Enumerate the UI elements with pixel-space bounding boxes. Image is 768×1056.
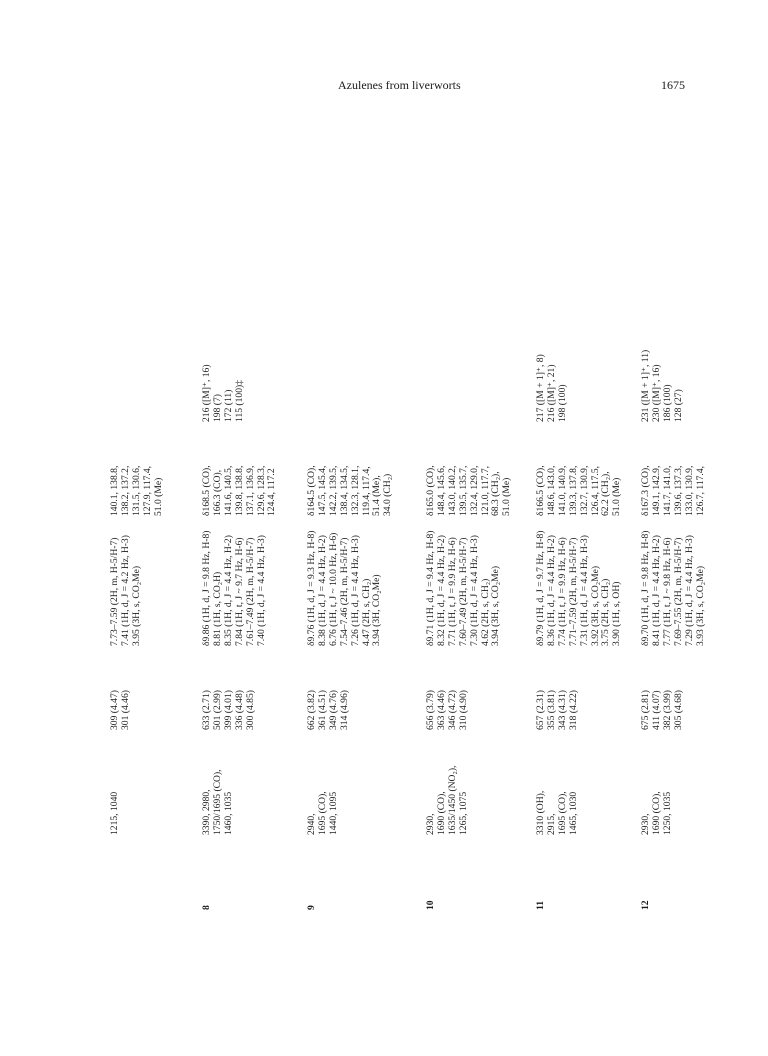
cell-line: 355 (3.81) (545, 690, 557, 730)
cell-line: δ164.5 (CO), (306, 465, 317, 516)
cell-line: 7.84 (1H, t, J ~ 9.7 Hz, H-6) (233, 537, 245, 646)
ir-cell (536, 791, 580, 835)
cell-line: 138.2, 137.2, (119, 465, 131, 516)
c-nmr-cell (641, 465, 706, 516)
ms-cell (536, 354, 569, 422)
cell-line: 3.90 (1H, s, OH) (611, 581, 623, 646)
cell-line: 7.40 (1H, d, J = 4.4 Hz, H-3) (255, 535, 267, 646)
h-nmr-cell (307, 531, 383, 646)
ir-cell (110, 792, 121, 835)
table-row (425, 210, 513, 910)
cell-line: 1465, 1030 (567, 791, 579, 835)
cell-line: 8.41 (1H, d, J = 4.4 Hz, H-2) (650, 535, 662, 646)
cell-line: 143.0, 140.2, (446, 465, 458, 516)
cell-line: 7.71 (1H, t, J = 9.9 Hz, H-6) (446, 537, 458, 646)
cell-line: 8.81 (1H, s, CO₂H) (211, 571, 223, 646)
c-nmr-cell (307, 465, 394, 516)
cell-line: 172 (11) (222, 389, 234, 422)
cell-line: 141.0, 140.9, (556, 465, 568, 516)
table-row (110, 210, 190, 910)
cell-line: 2930, (640, 813, 651, 835)
compound-label (307, 905, 318, 910)
cell-line: 139.8, 138.8, (233, 465, 245, 516)
table-row (641, 210, 721, 910)
cell-line: 216 ([M]⁺, 16) (201, 364, 212, 422)
cell-line: 198 (100) (556, 384, 568, 422)
uv-cell (307, 690, 351, 730)
cell-line: 166.3 (CO), (211, 469, 223, 516)
cell-line: 141.6, 140.5, (222, 465, 234, 516)
cell-line: 133.0, 130.9, (683, 465, 695, 516)
cell-line: 51.4 (Me), (371, 475, 383, 516)
ms-cell (641, 350, 685, 422)
cell-line: 1695 (CO), (316, 791, 328, 835)
cell-line: 309 (4.47) (109, 690, 120, 730)
cell-line: 8.36 (1H, d, J = 4.4 Hz, H-2) (545, 535, 557, 646)
cell-line: 3390, 2980, (201, 789, 212, 835)
cell-line: 1635/1450 (NO₂), (446, 765, 458, 835)
cell-line: 216 ([M]⁺, 21) (545, 364, 557, 422)
h-nmr-cell (641, 531, 706, 646)
compound-label (202, 905, 213, 910)
uv-cell (202, 690, 257, 730)
cell-line: 137.1, 136.9, (244, 465, 256, 516)
cell-line: 1440, 1095 (327, 791, 339, 835)
cell-line: 7.60–7.49 (2H, m, H-5/H-7) (457, 537, 469, 646)
cell-line: 10 (425, 900, 436, 910)
cell-line: 310 (4.90) (457, 690, 469, 730)
cell-line: 129.6, 128.3, (255, 465, 267, 516)
cell-line: 62.2 (CH₂), (600, 471, 612, 516)
c-nmr-cell (426, 465, 513, 516)
cell-line: 3.93 (3H, s, CO₂Me) (694, 565, 706, 646)
cell-line: 7.31 (1H, d, J = 4.4 Hz, H-3) (578, 535, 590, 646)
compound-label (641, 900, 652, 910)
cell-line: 34.0 (CH₂) (382, 473, 394, 516)
cell-line: 305 (4.68) (672, 690, 684, 730)
cell-line: δ9.70 (1H, d, J = 9.8 Hz, H-8) (640, 530, 651, 646)
cell-line: 126.4, 117.5, (589, 465, 601, 516)
cell-line: 140.1, 138.8, (109, 465, 120, 516)
cell-line: 7.41 (1H, d, J = 4.2 Hz, H-3) (119, 535, 131, 646)
uv-cell (110, 690, 132, 730)
cell-line: 7.26 (1H, d, J = 4.4 Hz, H-3) (349, 535, 361, 646)
cell-line: 148.4, 145.6, (435, 465, 447, 516)
uv-cell (641, 690, 685, 730)
cell-line: 1690 (CO), (650, 791, 662, 835)
cell-line: δ166.5 (CO), (535, 465, 546, 516)
cell-line: δ167.3 (CO), (640, 465, 651, 516)
cell-line: 119.4, 117.4, (360, 466, 372, 516)
cell-line: 1695 (CO), (556, 791, 568, 835)
cell-line: 399 (4.01) (222, 690, 234, 730)
cell-line: δ9.79 (1H, d, J = 9.7 Hz, H-8) (535, 530, 546, 646)
cell-line: 336 (4.48) (233, 690, 245, 730)
cell-line: 3.94 (3H, CO₂Me) (371, 574, 383, 646)
cell-line: 4.47 (2H, s, CH₂) (360, 578, 372, 646)
uv-cell (426, 690, 470, 730)
cell-line: 8.38 (1H, d, J = 4.4 Hz, H-2) (316, 535, 328, 646)
cell-line: 7.69–7.55 (2H, m, H-5/H-7) (672, 537, 684, 646)
ir-cell (307, 791, 340, 835)
c-nmr-cell (110, 466, 165, 516)
cell-line: 7.54–7.46 (2H, m, H-5/H-7) (338, 537, 350, 646)
cell-line: 411 (4.07) (650, 690, 662, 730)
cell-line: 132.4, 129.0, (468, 465, 480, 516)
cell-line: 1750/1695 (CO), (211, 769, 223, 835)
running-title: Azulenes from liverworts (338, 78, 461, 92)
cell-line: 7.73–7.59 (2H, m, H-5/H-7) (109, 537, 120, 646)
cell-line: 147.5, 145.4, (316, 465, 328, 516)
cell-line: 230 ([M]⁺, 16) (650, 364, 662, 422)
cell-line: δ165.0 (CO), (425, 465, 436, 516)
cell-line: 4.62 (2H, s, CH₂) (479, 578, 491, 646)
cell-line: 9 (306, 905, 317, 910)
cell-line: 124.4, 117.2 (266, 468, 278, 516)
cell-line: 132.3, 128.1, (349, 465, 361, 516)
cell-line: 3.92 (3H, s, CO₂Me) (589, 565, 601, 646)
cell-line: 126.7, 117.4, (694, 465, 706, 516)
cell-line: 300 (4.85) (244, 690, 256, 730)
cell-line: 2940, (306, 813, 317, 835)
cell-line: 3310 (OH), (535, 790, 546, 835)
cell-line: 132.7, 130.9, (578, 465, 590, 516)
ms-cell (202, 364, 246, 422)
cell-line: 127.9, 117.4, (141, 465, 153, 516)
cell-line: 51.0 (Me) (501, 477, 513, 516)
cell-line: 11 (535, 900, 546, 910)
cell-line: 142.2, 139.5, (327, 465, 339, 516)
c-nmr-cell (536, 465, 623, 516)
cell-line: 501 (2.99) (211, 690, 223, 730)
cell-line: 7.30 (1H, d, J = 4.4 Hz, H-3) (468, 535, 480, 646)
cell-line: 141.7, 141.0, (661, 465, 673, 516)
cell-line: 7.61–7.49 (2H, m, H-5/H-7) (244, 537, 256, 646)
uv-cell (536, 690, 580, 730)
cell-line: δ9.71 (1H, d, J = 9.4 Hz, H-8) (425, 530, 436, 646)
cell-line: 301 (4.46) (119, 690, 131, 730)
cell-line: 3.94 (3H, s, CO₂Me) (490, 565, 502, 646)
cell-line: 7.74 (1H, t, J = 9.9 Hz, H-6) (556, 537, 568, 646)
cell-line: 1250, 1035 (661, 791, 673, 835)
cell-line: 139.6, 137.3, (672, 465, 684, 516)
cell-line: 7.71–7.59 (2H, m, H-5/H-7) (567, 537, 579, 646)
cell-line: 149.1, 142.9, (650, 465, 662, 516)
cell-line: 51.0 (Me) (152, 477, 164, 516)
ir-cell (202, 769, 235, 835)
cell-line: 68.3 (CH₂), (490, 471, 502, 516)
cell-line: 346 (4.72) (446, 690, 458, 730)
cell-line: 217 ([M + 1]⁺, 8) (535, 354, 546, 422)
cell-line: 2915, (545, 813, 557, 835)
table-row (535, 210, 623, 910)
cell-line: 139.5, 135.7, (457, 465, 469, 516)
h-nmr-cell (536, 531, 623, 646)
c-nmr-cell (202, 465, 278, 516)
cell-line: 7.77 (1H, t, J ~ 9.8 Hz, H-6) (661, 537, 673, 646)
cell-line: 382 (3.99) (661, 690, 673, 730)
cell-line: 7.29 (1H, d, J = 4.4 Hz, H-3) (683, 535, 695, 646)
cell-line: 8.35 (1H, d, J = 4.4 Hz, H-2) (222, 535, 234, 646)
cell-line: 662 (3.82) (306, 690, 317, 730)
compound-label (426, 900, 437, 910)
cell-line: 12 (640, 900, 651, 910)
cell-line: 318 (4.22) (567, 690, 579, 730)
cell-line: 2930, (425, 813, 436, 835)
cell-line: 1690 (CO), (435, 791, 447, 835)
cell-line: 3.75 (2H, s, CH₂) (600, 578, 612, 646)
h-nmr-cell (202, 531, 267, 646)
cell-line: 1215, 1040 (109, 791, 120, 835)
cell-line: 128 (27) (672, 389, 684, 422)
cell-line: 3.95 (3H, s, CO₂Me) (130, 565, 142, 646)
ir-cell (426, 766, 470, 835)
h-nmr-cell (426, 531, 502, 646)
cell-line: 51.0 (Me) (611, 477, 623, 516)
cell-line: 656 (3.79) (425, 690, 436, 730)
rotated-data-table (109, 210, 706, 910)
cell-line: 8.32 (1H, d, J = 4.4 Hz, H-2) (435, 535, 447, 646)
table-row (306, 210, 394, 910)
cell-line: 361 (4.51) (316, 690, 328, 730)
cell-line: 115 (100)‡ (233, 379, 245, 422)
cell-line: δ9.86 (1H, d, J = 9.8 Hz, H-8) (201, 530, 212, 646)
cell-line: 1460, 1035 (222, 791, 234, 835)
compound-label (536, 901, 547, 910)
cell-line: δ9.76 (1H, d, J = 9.3 Hz, H-8) (306, 530, 317, 646)
cell-line: δ168.5 (CO), (201, 465, 212, 516)
cell-line: 633 (2.71) (201, 690, 212, 730)
cell-line: 675 (2.81) (640, 690, 651, 730)
cell-line: 148.6, 143.0, (545, 465, 557, 516)
cell-line: 6.76 (1H, t, J ~ 10.0 Hz, H-6) (327, 532, 339, 646)
cell-line: 343 (4.31) (556, 690, 568, 730)
h-nmr-cell (110, 535, 143, 646)
cell-line: 231 ([M + 1]⁺, 11) (640, 349, 651, 422)
cell-line: 186 (100) (661, 384, 673, 422)
cell-line: 657 (2.31) (535, 690, 546, 730)
cell-line: 131.5, 130.6, (130, 465, 142, 516)
cell-line: 1265, 1075 (457, 791, 469, 835)
cell-line: 314 (4.96) (338, 690, 350, 730)
cell-line: 139.3, 137.8, (567, 465, 579, 516)
cell-line: 198 (7) (211, 394, 223, 422)
cell-line: 121.0, 117.7, (479, 465, 491, 516)
cell-line: 349 (4.76) (327, 690, 339, 730)
cell-line: 363 (4.46) (435, 690, 447, 730)
cell-line: 138.4, 134.5, (338, 465, 350, 516)
table-row (202, 210, 282, 910)
ir-cell (641, 791, 674, 835)
cell-line: 8 (201, 905, 212, 910)
page-number: 1675 (661, 78, 685, 92)
